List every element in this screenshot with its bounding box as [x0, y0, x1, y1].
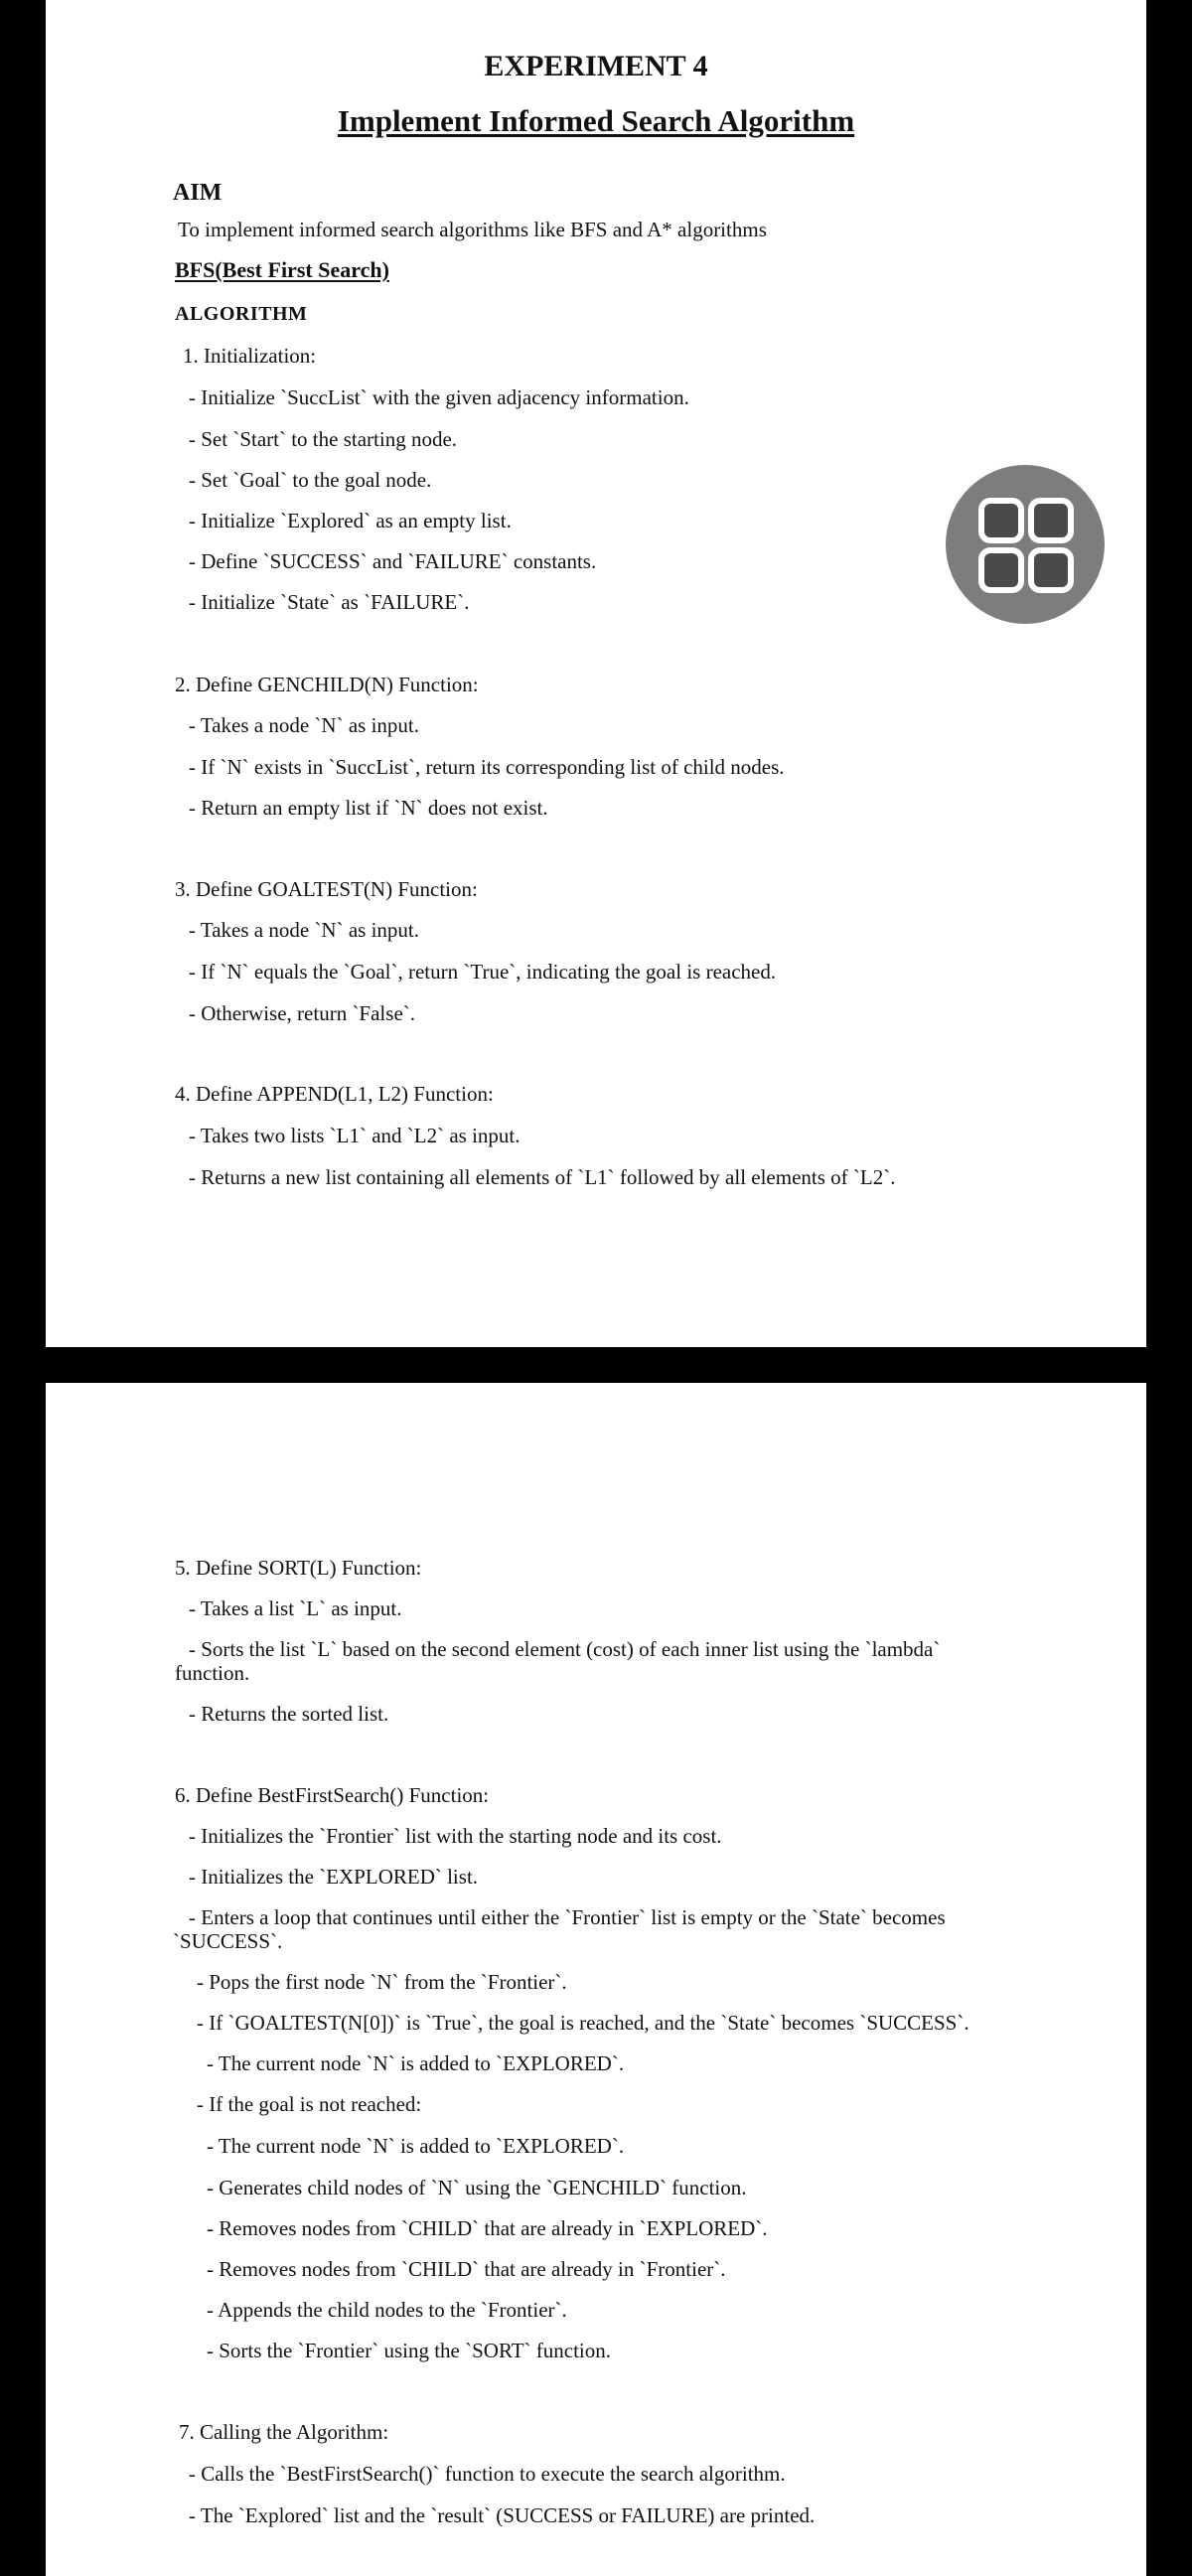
- step-item: - Initialize `Explored` as an empty list.: [189, 509, 512, 532]
- step-heading: 2. Define GENCHILD(N) Function:: [175, 673, 479, 696]
- step-item: - Returns the sorted list.: [189, 1702, 389, 1726]
- document-page-1: [46, 0, 1146, 1347]
- step-item: - Takes a node `N` as input.: [189, 713, 419, 737]
- step-item: - Initialize `SuccList` with the given adjacency information.: [189, 385, 689, 409]
- step-subitem: - The current node `N` is added to `EXPLORED`.: [207, 2134, 625, 2158]
- step-item: - Initialize `State` as `FAILURE`.: [189, 590, 470, 614]
- step-item: - Initializes the `EXPLORED` list.: [189, 1865, 479, 1889]
- step-item: - Return an empty list if `N` does not exist.: [189, 796, 548, 820]
- step-item: - Takes a list `L` as input.: [189, 1596, 402, 1620]
- step-item: - Otherwise, return `False`.: [189, 1001, 416, 1025]
- step-item: - Takes a node `N` as input.: [189, 918, 419, 942]
- step-subitem: - The current node `N` is added to `EXPLORED`.: [207, 2051, 625, 2075]
- step-item: - Returns a new list containing all elements of `L1` followed by all elements of `L2`.: [189, 1165, 896, 1189]
- step-item: - Takes two lists `L1` and `L2` as input.: [189, 1124, 521, 1147]
- step-subitem: - If `GOALTEST(N[0])` is `True`, the goal is reached, and the `State` becomes `SUCCESS`.: [197, 2011, 969, 2035]
- step-subitem: - Removes nodes from `CHILD` that are already in `Frontier`.: [207, 2257, 726, 2281]
- step-item: - Define `SUCCESS` and `FAILURE` constants.: [189, 549, 597, 573]
- step-subitem: - Pops the first node `N` from the `Frontier`.: [197, 1970, 567, 1994]
- document-page-2: [46, 1383, 1146, 2576]
- step-heading: 4. Define APPEND(L1, L2) Function:: [175, 1082, 494, 1106]
- step-heading: 5. Define SORT(L) Function:: [175, 1556, 422, 1580]
- step-subitem: - If the goal is not reached:: [197, 2092, 422, 2116]
- step-item: - If `N` equals the `Goal`, return `True`, indicating the goal is reached.: [189, 960, 777, 984]
- step-item: - The `Explored` list and the `result` (SUCCESS or FAILURE) are printed.: [189, 2503, 816, 2527]
- step-item: - Calls the `BestFirstSearch()` function to execute the search algorithm.: [189, 2462, 786, 2486]
- step-subitem: - Appends the child nodes to the `Frontier`.: [207, 2298, 567, 2322]
- step-subitem: - Removes nodes from `CHILD` that are already in `EXPLORED`.: [207, 2216, 768, 2240]
- grid-cell: [1028, 547, 1074, 593]
- step-heading: 6. Define BestFirstSearch() Function:: [175, 1783, 490, 1807]
- aim-heading: AIM: [173, 180, 223, 206]
- grid-cell: [1028, 498, 1074, 543]
- experiment-title: EXPERIMENT 4: [484, 50, 708, 82]
- step-subitem: - Generates child nodes of `N` using the `GENCHILD` function.: [207, 2176, 747, 2199]
- step-heading: 1. Initialization:: [183, 344, 317, 368]
- step-heading: 3. Define GOALTEST(N) Function:: [175, 877, 478, 901]
- bfs-heading: BFS(Best First Search): [175, 257, 389, 282]
- step-heading: 7. Calling the Algorithm:: [179, 2420, 389, 2444]
- step-item: - Enters a loop that continues until either the `Frontier` list is empty or the `State` becomes `SUCCESS`.: [173, 1905, 946, 1953]
- step-item: - Sorts the list `L` based on the second element (cost) of each inner list using the `lambda` function.: [175, 1637, 941, 1685]
- document-subtitle: Implement Informed Search Algorithm: [337, 103, 855, 138]
- aim-text: To implement informed search algorithms like BFS and A* algorithms: [178, 218, 767, 241]
- grid-cell: [978, 498, 1024, 543]
- step-item: - If `N` exists in `SuccList`, return its corresponding list of child nodes.: [189, 755, 785, 779]
- step-subitem: - Sorts the `Frontier` using the `SORT` function.: [207, 2339, 612, 2362]
- step-item: - Set `Goal` to the goal node.: [189, 468, 432, 492]
- step-item: - Initializes the `Frontier` list with the starting node and its cost.: [189, 1824, 722, 1848]
- grid-apps-icon[interactable]: [946, 465, 1105, 624]
- algorithm-heading: ALGORITHM: [175, 303, 308, 325]
- grid-cell: [978, 547, 1024, 593]
- step-item: - Set `Start` to the starting node.: [189, 427, 458, 451]
